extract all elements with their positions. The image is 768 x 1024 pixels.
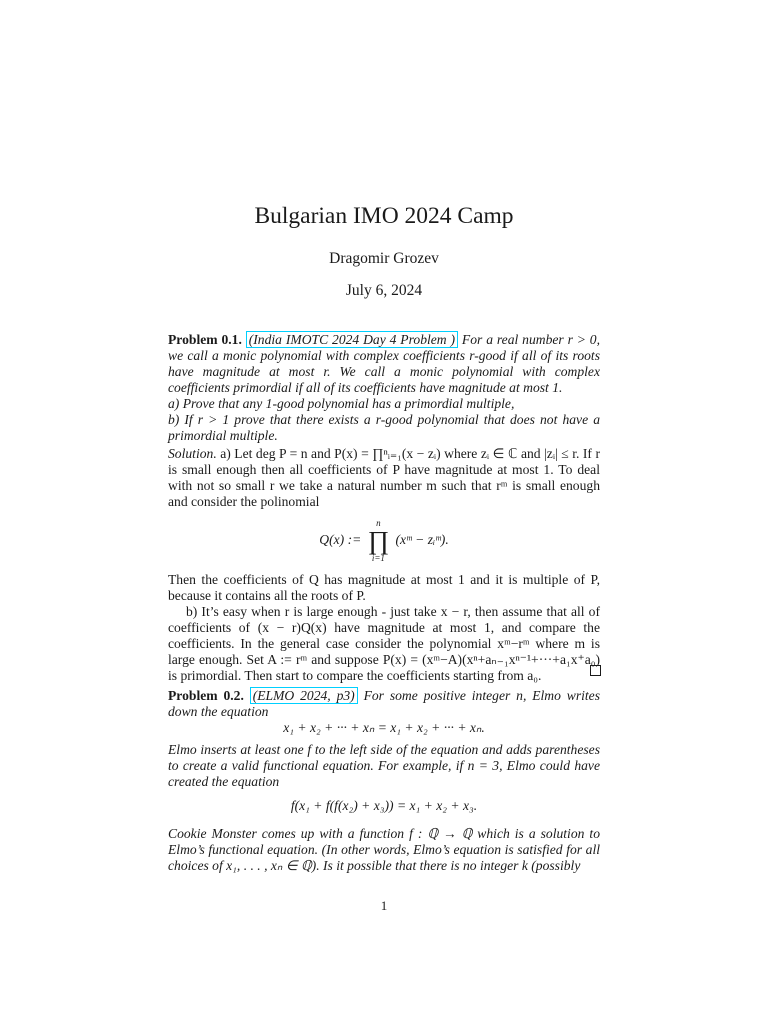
problem-1 bbox=[168, 332, 600, 444]
problem-1-part-b: b) If r > 1 prove that there exists a r-good polynomial that does not have a primordial multiple. bbox=[168, 412, 600, 443]
problem-1-intro: For a real number r > 0, bbox=[458, 332, 600, 347]
product-upper-limit: n bbox=[376, 518, 381, 528]
problem-1-body: we call a monic polynomial with complex coefficients r-good if all of its roots have magnitude at most r. We call a monic polynomial with complex coefficients primordial if all of its coefficients have magnitude at most 1. bbox=[168, 348, 600, 395]
author-name: Dragomir Grozev bbox=[329, 250, 439, 267]
problem-1-part-a: a) Prove that any 1-good polynomial has a primordial multiple, bbox=[168, 396, 515, 411]
display-equation-sum: x₁ + x₂ + ··· + xₙ = x₁ + x₂ + ··· + xₙ. bbox=[283, 720, 485, 735]
display-lhs: Q(x) := bbox=[319, 532, 362, 548]
product-lower-limit: i=1 bbox=[371, 553, 385, 563]
paper-title: Bulgarian IMO 2024 Camp bbox=[254, 203, 514, 229]
problem-2-text-1: Elmo inserts at least one f to the left side of the equation and adds parentheses to create a valid functional equation. For example, if n = 3, Elmo could have created the equation bbox=[168, 742, 600, 789]
problem-1-label: Problem 0.1. bbox=[168, 332, 242, 347]
problem-2-reference-link[interactable]: (ELMO 2024, p3) bbox=[250, 687, 358, 704]
qed-square-icon bbox=[590, 665, 601, 676]
product-symbol: n ∏ i=1 bbox=[367, 518, 390, 563]
problem-2-intro: For some positive integer n, Elmo writes down the equation bbox=[168, 688, 601, 719]
solution-paragraph-a: a) Let deg P = n and P(x) = ∏ⁿᵢ₌₁(x − zᵢ) where zᵢ ∈ ℂ and |zᵢ| ≤ r. If r is small enough then all coefficients of P have magnitude at most 1. To deal with not so small r we take a natural number m such that rᵐ is small enough and consider the polinomial bbox=[168, 446, 600, 509]
problem-2-paragraph-1 bbox=[168, 742, 600, 790]
solution-1 bbox=[168, 446, 600, 510]
problem-2-text-2: Cookie Monster comes up with a function f : ℚ → ℚ which is a solution to Elmo’s functional equation. (In other words, Elmo’s equation is satisfied for all choices of x₁, . . . , xₙ ∈ ℚ). Is it possible that there is no integer k (possibly bbox=[168, 826, 600, 873]
solution-label: Solution. bbox=[168, 446, 217, 461]
display-rhs: (xᵐ − zᵢᵐ). bbox=[395, 532, 449, 548]
problem-1-reference-link[interactable]: (India IMOTC 2024 Day 4 Problem ) bbox=[246, 331, 458, 348]
solution-paragraph-b: b) It’s easy when r is large enough - just take x − r, then assume that all of coefficients of (x − r)Q(x) have magnitude at most 1, and compare the coefficients. In the general case consider the polynomial xᵐ−rᵐ where m is large enough. Set A := rᵐ and suppose P(x) = (xᵐ−A)(xⁿ+aₙ₋₁xⁿ⁻¹+···+a₁x⁺a₀) is primordial. Then start to compare the coefficients starting from a₀. bbox=[168, 604, 600, 683]
paper-date: July 6, 2024 bbox=[345, 282, 423, 299]
problem-2 bbox=[168, 688, 600, 720]
solution-1-continued bbox=[168, 572, 600, 684]
solution-paragraph-2: Then the coefficients of Q has magnitude at most 1 and it is multiple of P, because it contains all the roots of P. bbox=[168, 572, 600, 603]
page-number: 1 bbox=[380, 898, 388, 913]
problem-2-label: Problem 0.2. bbox=[168, 688, 244, 703]
display-equation-q bbox=[168, 518, 600, 564]
problem-2-paragraph-2 bbox=[168, 826, 600, 874]
display-equation-example: f(x₁ + f(f(x₂) + x₃)) = x₁ + x₂ + x₃. bbox=[290, 798, 478, 813]
